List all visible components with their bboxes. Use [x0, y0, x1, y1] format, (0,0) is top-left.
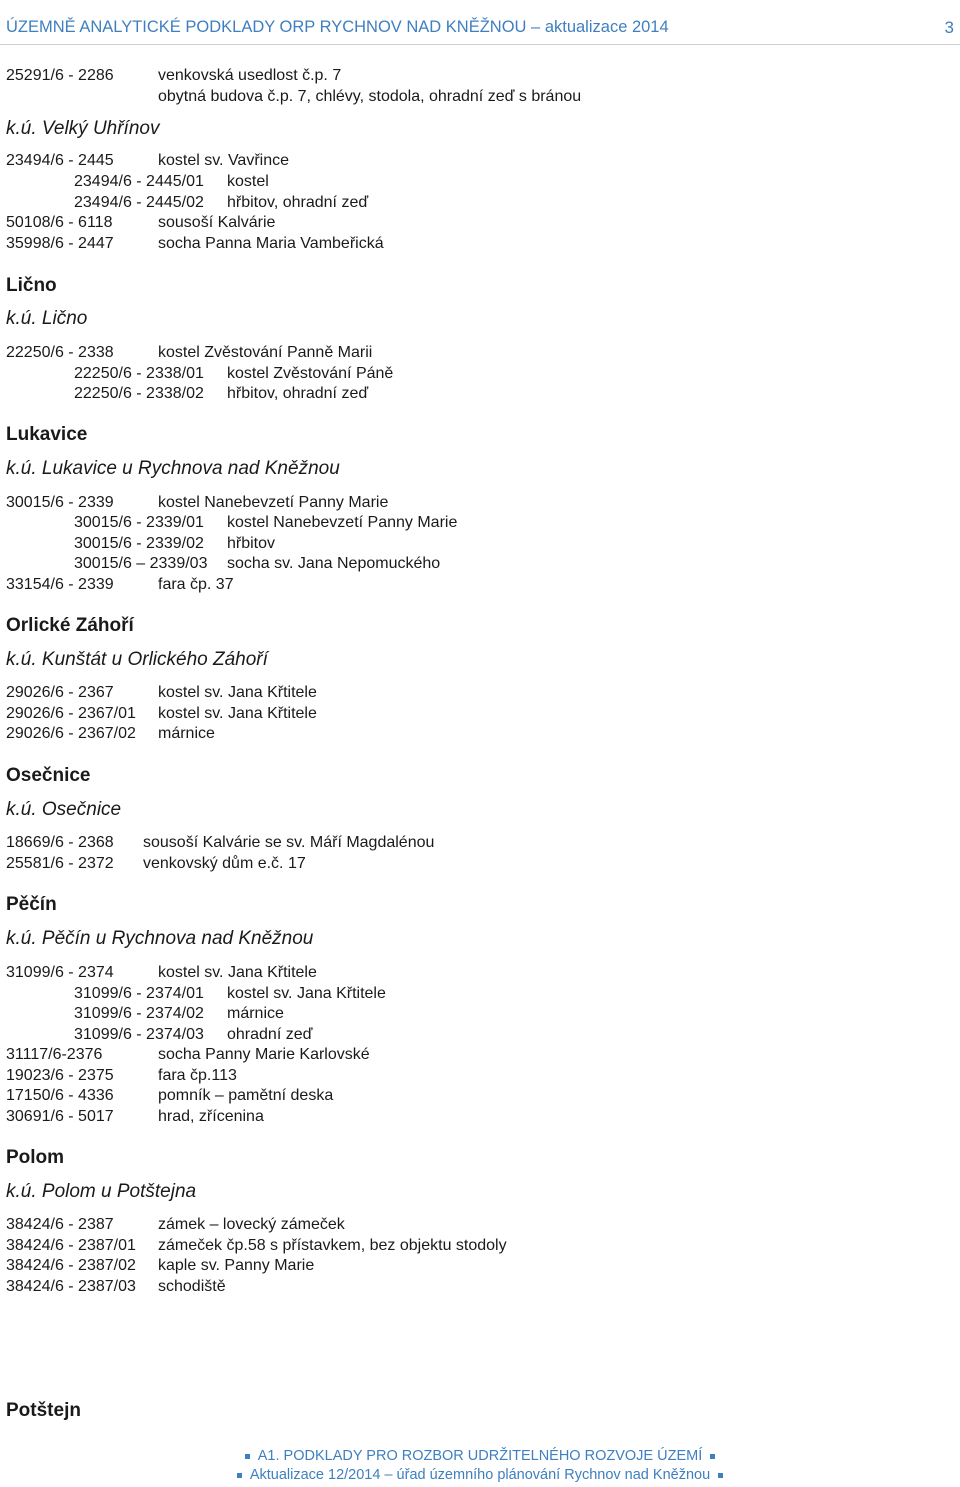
page-header	[0, 0, 960, 46]
parcel-description: obytná budova č.p. 7, chlévy, stodola, ohradní zeď s bránou	[158, 88, 582, 105]
parcel-number: 30015/6 - 2339/02	[74, 535, 204, 552]
parcel-number: 30015/6 - 2339/01	[74, 514, 204, 531]
parcel-number: 33154/6 - 2339	[6, 576, 114, 593]
parcel-description: sousoší Kalvárie se sv. Máří Magdalénou	[143, 834, 435, 851]
parcel-description: kostel sv. Vavřince	[158, 152, 290, 169]
cadastral-area-title: k.ú. Velký Uhřínov	[6, 118, 160, 139]
parcel-number: 29026/6 - 2367	[6, 684, 114, 701]
parcel-number: 30015/6 – 2339/03	[74, 555, 208, 572]
parcel-number: 31099/6 - 2374	[6, 964, 114, 981]
cadastral-area-title: k.ú. Osečnice	[6, 799, 122, 820]
parcel-description: socha sv. Jana Nepomuckého	[227, 555, 441, 572]
parcel-description: kostel sv. Jana Křtitele	[158, 684, 317, 701]
parcel-description: kostel Nanebevzetí Panny Marie	[227, 514, 458, 531]
parcel-description: márnice	[158, 725, 215, 742]
parcel-description: socha Panna Maria Vambeřická	[158, 235, 384, 252]
footer-line-2	[0, 1467, 960, 1483]
parcel-number: 38424/6 - 2387/02	[6, 1257, 136, 1274]
municipality-heading: Orlické Záhoří	[6, 615, 134, 636]
parcel-number: 23494/6 - 2445	[6, 152, 114, 169]
cadastral-area-title: k.ú. Lično	[6, 308, 88, 329]
parcel-description: ohradní zeď	[227, 1026, 313, 1043]
parcel-number: 35998/6 - 2447	[6, 235, 114, 252]
parcel-number: 25581/6 - 2372	[6, 855, 114, 872]
parcel-number: 30015/6 - 2339	[6, 494, 114, 511]
bullet-square-icon	[245, 1454, 250, 1459]
cadastral-area-title: k.ú. Pěčín u Rychnova nad Kněžnou	[6, 928, 314, 949]
parcel-description: fara čp. 37	[158, 576, 234, 593]
cadastral-area-title: k.ú. Polom u Potštejna	[6, 1181, 197, 1202]
parcel-number: 23494/6 - 2445/02	[74, 194, 204, 211]
parcel-number: 22250/6 - 2338	[6, 344, 114, 361]
parcel-number: 50108/6 - 6118	[6, 214, 113, 231]
parcel-number: 31099/6 - 2374/02	[74, 1005, 204, 1022]
footer-line-1	[0, 1448, 960, 1464]
header-title: ÚZEMNĚ ANALYTICKÉ PODKLADY ORP RYCHNOV NAD KNĚŽNOU – aktualizace 2014	[6, 18, 669, 36]
parcel-number: 31117/6-2376	[6, 1046, 103, 1063]
parcel-description: schodiště	[158, 1278, 226, 1295]
parcel-number: 31099/6 - 2374/03	[74, 1026, 204, 1043]
parcel-description: pomník – pamětní deska	[158, 1087, 334, 1104]
municipality-heading: Pěčín	[6, 894, 57, 915]
parcel-number: 18669/6 - 2368	[6, 834, 114, 851]
parcel-description: hřbitov, ohradní zeď	[227, 194, 369, 211]
cadastral-area-title: k.ú. Lukavice u Rychnova nad Kněžnou	[6, 458, 340, 479]
parcel-number: 31099/6 - 2374/01	[74, 985, 204, 1002]
parcel-number: 38424/6 - 2387/01	[6, 1237, 136, 1254]
parcel-number: 22250/6 - 2338/02	[74, 385, 204, 402]
parcel-description: kostel sv. Jana Křtitele	[158, 705, 317, 722]
parcel-description: socha Panny Marie Karlovské	[158, 1046, 370, 1063]
parcel-number: 22250/6 - 2338/01	[74, 365, 204, 382]
municipality-heading: Lukavice	[6, 424, 88, 445]
footer-subtitle: Aktualizace 12/2014 – úřad územního plánování Rychnov nad Kněžnou	[249, 1467, 711, 1483]
municipality-heading: Osečnice	[6, 765, 91, 786]
parcel-number: 29026/6 - 2367/01	[6, 705, 136, 722]
parcel-description: venkovský dům e.č. 17	[143, 855, 306, 872]
page-number: 3	[944, 18, 954, 37]
parcel-description: kostel sv. Jana Křtitele	[158, 964, 317, 981]
bullet-square-icon	[718, 1473, 723, 1478]
parcel-description: kaple sv. Panny Marie	[158, 1257, 315, 1274]
municipality-heading: Lično	[6, 275, 57, 296]
parcel-description: kostel	[227, 173, 269, 190]
parcel-number: 23494/6 - 2445/01	[74, 173, 204, 190]
bullet-square-icon	[237, 1473, 242, 1478]
parcel-number: 38424/6 - 2387/03	[6, 1278, 136, 1295]
parcel-description: hrad, zřícenina	[158, 1108, 264, 1125]
parcel-description: kostel sv. Jana Křtitele	[227, 985, 386, 1002]
parcel-description: kostel Zvěstování Páně	[227, 365, 394, 382]
parcel-description: venkovská usedlost č.p. 7	[158, 67, 342, 84]
parcel-description: kostel Nanebevzetí Panny Marie	[158, 494, 389, 511]
parcel-number: 25291/6 - 2286	[6, 67, 114, 84]
parcel-description: hřbitov, ohradní zeď	[227, 385, 369, 402]
header-divider	[0, 44, 960, 45]
parcel-description: hřbitov	[227, 535, 276, 552]
bullet-square-icon	[710, 1454, 715, 1459]
municipality-heading: Polom	[6, 1147, 65, 1168]
cadastral-area-title: k.ú. Kunštát u Orlického Záhoří	[6, 649, 268, 670]
parcel-description: fara čp.113	[158, 1067, 237, 1084]
parcel-description: zámek – lovecký zámeček	[158, 1216, 345, 1233]
parcel-number: 30691/6 - 5017	[6, 1108, 114, 1125]
parcel-description: zámeček čp.58 s přístavkem, bez objektu stodoly	[158, 1237, 507, 1254]
parcel-description: kostel Zvěstování Panně Marii	[158, 344, 373, 361]
parcel-number: 19023/6 - 2375	[6, 1067, 114, 1084]
footer-title: A1. PODKLADY PRO ROZBOR UDRŽITELNÉHO ROZVOJE ÚZEMÍ	[257, 1448, 703, 1464]
municipality-heading: Potštejn	[6, 1400, 81, 1421]
parcel-number: 38424/6 - 2387	[6, 1216, 114, 1233]
parcel-number: 29026/6 - 2367/02	[6, 725, 136, 742]
parcel-number: 17150/6 - 4336	[6, 1087, 114, 1104]
parcel-description: márnice	[227, 1005, 284, 1022]
parcel-description: sousoší Kalvárie	[158, 214, 276, 231]
